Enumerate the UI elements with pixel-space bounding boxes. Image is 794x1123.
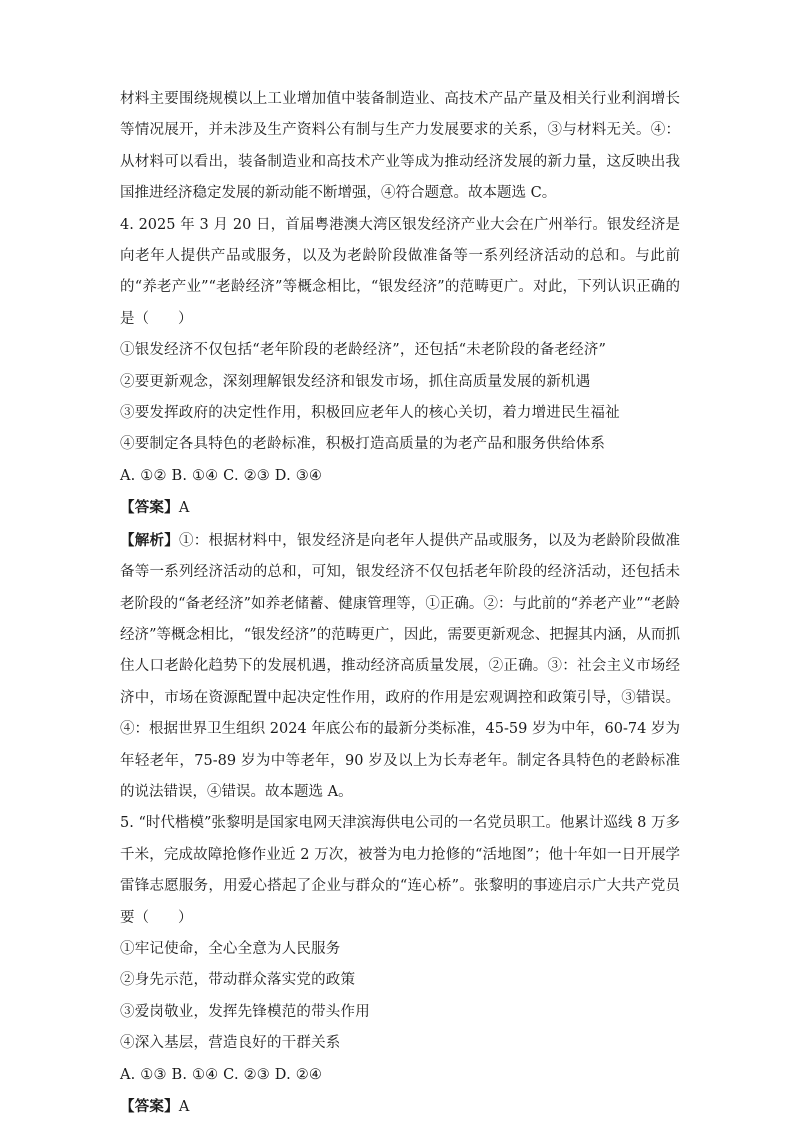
analysis-label: 【解析】 — [120, 531, 179, 549]
question-5-option-4: ④深入基层，营造良好的干群关系 — [120, 1035, 341, 1052]
question-4-analysis — [120, 525, 680, 809]
question-5-answer — [120, 1091, 680, 1123]
question-5-option-2: ②身先示范，带动群众落实党的政策 — [120, 972, 356, 989]
question-5-option-3: ③爱岗敬业，发挥先锋模范的带头作用 — [120, 1003, 370, 1020]
question-4-choices: A. ①② B. ①④ C. ②③ D. ③④ — [120, 467, 323, 484]
question-4-option-3: ③要发挥政府的决定性作用，积极回应老年人的核心关切，着力增进民生福祉 — [120, 405, 620, 422]
question-4-option-4: ④要制定各具特色的老龄标准，积极打造高质量的为老产品和服务供给体系 — [120, 436, 606, 453]
question-4-stem: 4. 2025 年 3 月 20 日，首届粤港澳大湾区银发经济产业大会在广州举行。银发经济是向老年人提供产品或服务，以及为老龄阶段做准备等一系列经济活动的总和。与此前的“养老产业”“老龄经济”等概念相比，“银发经济”的范畴更广。对此，下列认识正确的是（ ） — [120, 216, 680, 327]
answer-value: A — [178, 500, 190, 517]
question-5-option-1: ①牢记使命，全心全意为人民服务 — [120, 940, 341, 957]
question-5-stem: 5. “时代楷模”张黎明是国家电网天津滨海供电公司的一名党员职工。他累计巡线 8 万多千米，完成故障抢修作业近 2 万次，被誉为电力抢修的“活地图”；他十年如一日开展学雷锋志愿服务，用爱心搭起了企业与群众的“连心桥”。张黎明的事迹启示广大共产党员要（ ） — [120, 815, 680, 926]
answer-label: 【答案】 — [120, 1098, 179, 1115]
analysis-text: ①：根据材料中，银发经济是向老年人提供产品或服务，以及为老龄阶段做准备等一系列经济活动的总和，可知，银发经济不仅包括老年阶段的经济活动，还包括未老阶段的“备老经济”如养老储蓄、健康管理等，①正确。②：与此前的“养老产业”“老龄经济”等概念相比，“银发经济”的范畴更广，因此，需要更新观念、把握其内涵，从而抓住人口老龄化趋势下的发展机遇，推动经济高质量发展，②正确。③：社会主义市场经济中，市场在资源配置中起决定性作用，政府的作用是宏观调控和政策引导，③错误。④：根据世界卫生组织 2024 年底公布的最新分类标准，45-59 岁为中年，60-74 岁为年轻老年，75-89 岁为中等老年，90 岁及以上为长寿老年。制定各具特色的老龄标准的说法错误，④错误。故本题选 A。 — [120, 532, 681, 800]
question-4-answer — [120, 492, 680, 524]
document-page — [120, 84, 680, 1123]
answer-label: 【答案】 — [120, 499, 179, 517]
question-4-option-2: ②要更新观念，深刻理解银发经济和银发市场，抓住高质量发展的新机遇 — [120, 373, 591, 390]
answer-value: A — [178, 1099, 190, 1115]
question-5-choices: A. ①③ B. ①④ C. ②③ D. ②④ — [120, 1066, 323, 1083]
previous-analysis-continuation: 材料主要围绕规模以上工业增加值中装备制造业、高技术产品产量及相关行业利润增长等情况展开，并未涉及生产资料公有制与生产力发展要求的关系，③与材料无关。④：从材料可以看出，装备制造业和高技术产业等成为推动经济发展的新力量，这反映出我国推进经济稳定发展的新动能不断增强，④符合题意。故本题选 C。 — [120, 91, 680, 202]
question-4-option-1: ①银发经济不仅包括“老年阶段的老龄经济”，还包括“未老阶段的备老经济” — [120, 342, 607, 359]
